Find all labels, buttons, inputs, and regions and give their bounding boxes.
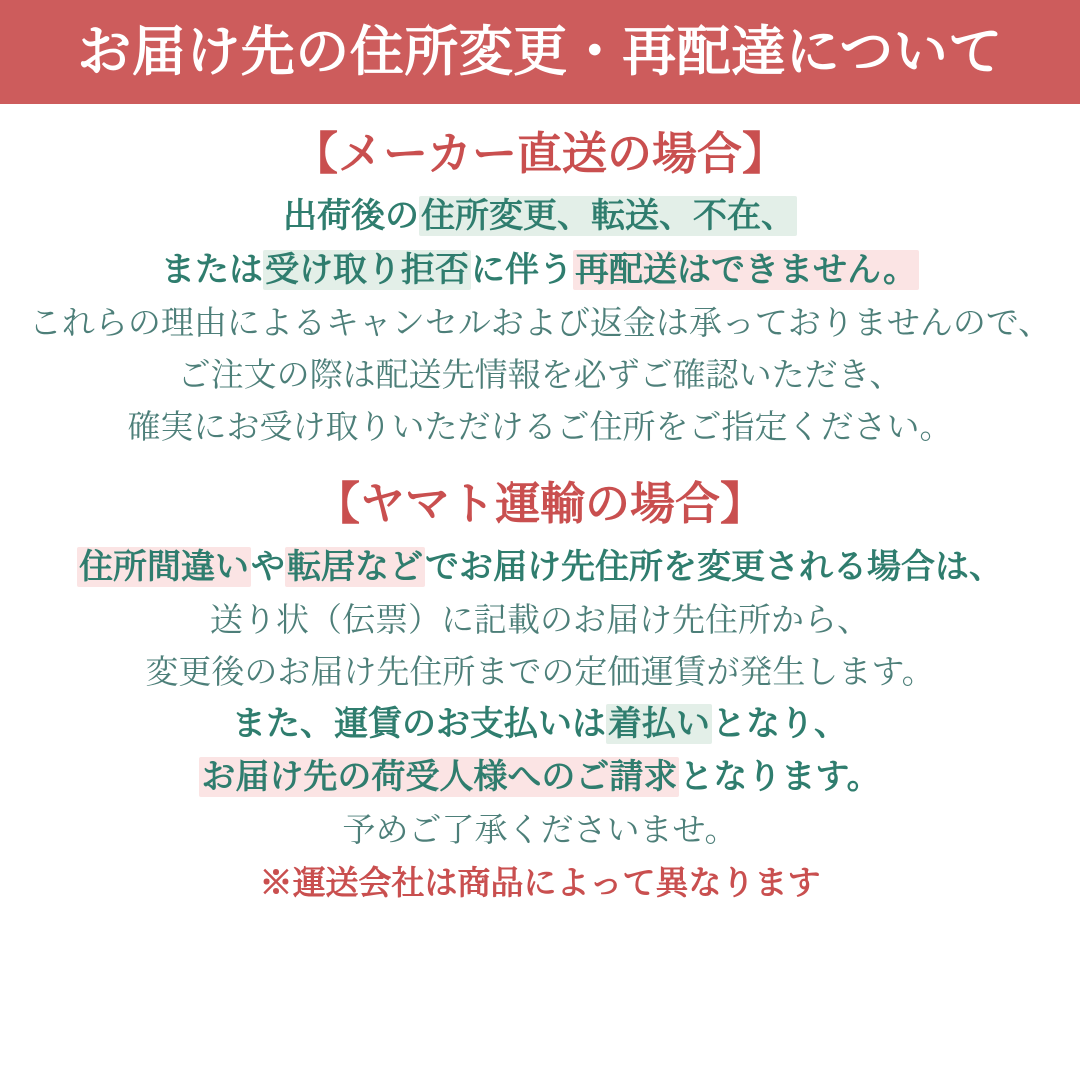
highlight-segment: 住所間違い xyxy=(79,547,249,586)
highlight-segment: お届け先の荷受人様へのご請求 xyxy=(201,757,678,796)
highlight-segment: 受け取り拒否 xyxy=(264,250,469,289)
text-line-3: これらの理由によるキャンセルおよび返金は承っておりませんので、 xyxy=(28,303,1052,341)
text-line-9 xyxy=(0,700,1080,749)
text-line-6 xyxy=(0,543,1080,592)
page-title: お届け先の住所変更・再配達について xyxy=(77,22,1003,82)
section-heading-yamato: 【ヤマト運輸の場合】 xyxy=(314,478,765,530)
highlight-segment: 転居など xyxy=(287,547,423,586)
text-line-8: 変更後のお届け先住所までの定価運賃が発生します。 xyxy=(145,652,935,690)
highlight-segment: 住所変更、転送、不在、 xyxy=(421,197,795,236)
text-segment: や xyxy=(251,547,285,586)
text-segment: となります。 xyxy=(679,757,881,796)
text-line-1 xyxy=(0,192,1080,241)
text-segment: また、運賃のお支払いは xyxy=(232,704,606,743)
highlight-segment: 着払い xyxy=(608,704,710,743)
section-heading-maker-direct: 【メーカー直送の場合】 xyxy=(292,128,788,179)
text-segment: となり、 xyxy=(712,704,848,743)
text-line-10 xyxy=(0,753,1080,802)
text-line-2 xyxy=(0,246,1080,295)
highlight-segment: 再配送はできません。 xyxy=(574,250,918,289)
text-line-5: 確実にお受け取りいただけるご住所をご指定ください。 xyxy=(127,407,953,445)
text-segment: 出荷後の xyxy=(283,197,419,236)
text-line-11: 予めご了承くださいませ。 xyxy=(342,811,738,849)
header-banner xyxy=(0,0,1080,104)
footnote-carrier-varies: ※運送会社は商品によって異なります xyxy=(259,864,821,902)
text-line-4: ご注文の際は配送先情報を必ずご確認いただき、 xyxy=(177,355,903,393)
content-body xyxy=(0,104,1080,906)
text-line-7: 送り状（伝票）に記載のお届け先住所から、 xyxy=(210,600,870,638)
text-segment: または xyxy=(160,250,263,289)
text-segment: に伴う xyxy=(470,250,573,289)
text-segment: でお届け先住所を変更される場合は、 xyxy=(425,547,1003,586)
